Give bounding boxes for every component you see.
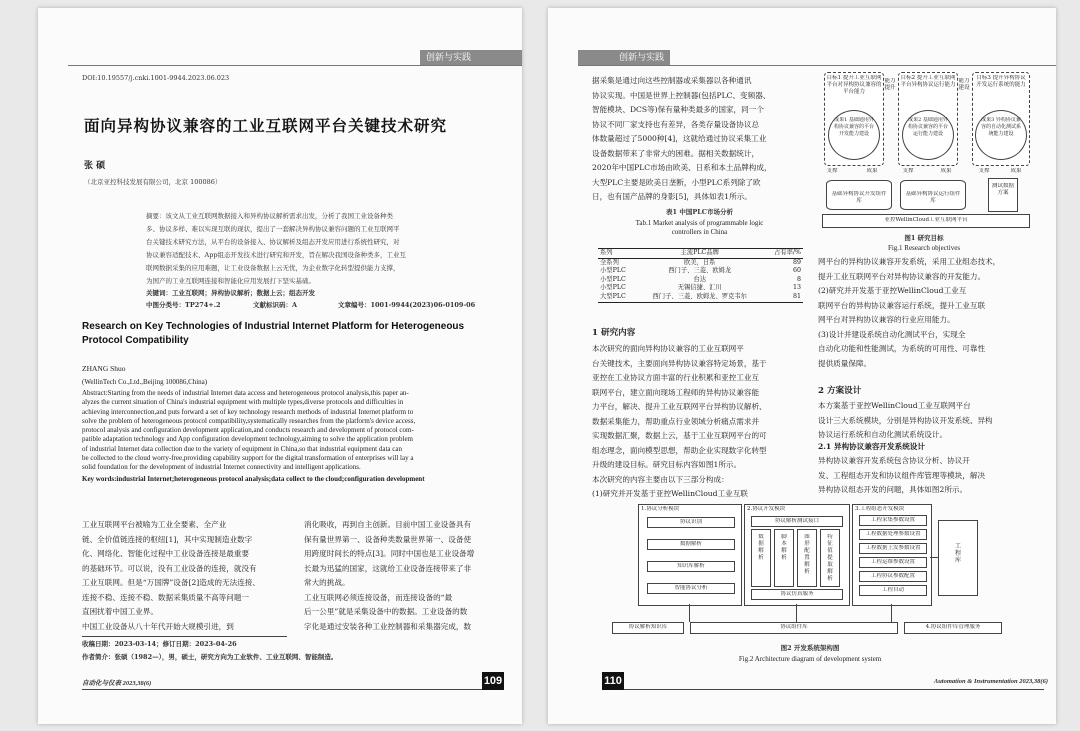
text-line: 直困扰着中国工业界。 <box>82 607 158 616</box>
goal-1-box: 目标1 提升工业互联网平台对异构协议兼容的平台能力 <box>824 72 884 166</box>
module-1: 1.协议分析模块 协议识别 数据解析 知识库解析 智能协议分析 <box>638 504 742 606</box>
text-line: Abstract:Starting from the needs of industrial Internet data access and heterogeneous protocol analysis,this paper an- <box>82 389 409 397</box>
received-date: 收稿日期：2023-03-14；修订日期：2023-04-26 <box>82 640 237 648</box>
title-en <box>82 320 512 348</box>
result-2: 成果2 基础通用异构协议兼容的平台运行能力建设 <box>902 110 954 160</box>
arrow-to-library <box>930 557 938 558</box>
figure-1-caption-en: Fig.1 Research objectives <box>887 244 961 252</box>
paper-title: 面向异构协议兼容的工业互联网平台关键技术研究 <box>84 117 448 135</box>
text-line: 连接不稳、连接不稳、数据采集质量不高等问题一 <box>82 592 250 602</box>
right-page <box>548 8 1056 724</box>
table1-caption-cn: 表1 中国PLC市场分析 <box>666 208 733 216</box>
text-line: 中国工业设备从八十年代开始大规模引进，到 <box>82 621 234 631</box>
body-column-1 <box>82 518 287 634</box>
diagram-column-label: 脚本解析 <box>781 534 787 561</box>
footer-rule <box>82 689 482 690</box>
text-line: 用跨度时间长的特点[3]。同时中国也是工业设备增 <box>304 549 475 558</box>
diagram-column-box <box>774 529 794 587</box>
m2-test-interface: 协议解析测试接口 <box>751 516 843 527</box>
header-rule <box>578 65 1056 66</box>
achieve-label-1: 成果 <box>866 168 878 174</box>
text-line: 组态理念，面向模型思想，帮助企业实现数字化转型 <box>592 445 767 455</box>
protocol-knowledge-base: 协议解析知识库 <box>612 622 684 634</box>
document-code: 文献标识码：A <box>253 301 298 309</box>
text-line: 实现数据汇聚，数据上云，基于工业互联网平台的可 <box>592 431 767 440</box>
affiliation-en: (WellinTech Co.,Ltd.,Beijing 100086,China) <box>82 378 208 386</box>
diagram-box-label: 工程数据上发参数设置 <box>865 545 921 551</box>
table-row <box>598 267 803 276</box>
table-cell: 13 <box>792 284 801 292</box>
text-line: 协议不同厂家支持也有差异，各类存量设备协议总 <box>592 119 760 129</box>
table-header-cell: 系列 <box>600 249 613 256</box>
text-line: achieving interconnection,and puts forward a set of key technology research methods of industrial Internet platform to <box>82 407 414 416</box>
diagram-column-box <box>751 529 771 587</box>
text-line: 链、全价值链连接的枢纽[1]，其中实现制造业数字 <box>82 534 253 544</box>
text-line: 常大的挑战。 <box>304 578 350 587</box>
text-line: 字化是通过安装各种工业控制器和采集器完成，数 <box>304 621 472 631</box>
abstract-en <box>82 389 512 473</box>
table-cell: 小型PLC <box>600 284 626 292</box>
result-1: 成果1 基础通用异构协议兼容的平台开发能力建设 <box>828 110 880 160</box>
table-cell: 大型PLC <box>600 292 626 300</box>
text-line: 网平台的异构协议兼容开发系统，采用工业组态技术， <box>818 257 1001 266</box>
project-library: 工程库 <box>938 520 978 596</box>
diagram-column-box <box>820 529 840 587</box>
diagram-box <box>859 543 927 554</box>
connector-2 <box>796 604 797 622</box>
support-label-1: 支撑 <box>826 168 838 174</box>
goal-3-box: 目标3 提升异构协议开发运行系统的能力 <box>972 72 1030 166</box>
section-1-heading: 1 研究内容 <box>592 328 636 338</box>
diagram-box-label: 智能协议分析 <box>674 585 708 591</box>
text-line: 本方案基于亚控WellinCloud工业互联网平台 <box>818 401 971 410</box>
table-cell: 小型PLC <box>600 267 626 275</box>
connector-3 <box>891 604 892 622</box>
goal-2-box: 目标2 提升工业互联网平台异构协议运行能力 <box>898 72 958 166</box>
diagram-box-label: 协议识别 <box>679 519 702 525</box>
capability-build-label: 能力建设 <box>958 78 970 91</box>
text-line: 摘要：该文从工业互联网数据接入和异构协议解析需求出发，分析了我国工业设备种类 <box>146 212 393 220</box>
section-tag: 创新与实践 <box>578 50 670 66</box>
table-header-cell: 主流PLC品牌 <box>680 249 719 256</box>
diagram-box-label: 工程采集参数设置 <box>870 517 915 523</box>
text-line: 联网平台的异构协议兼容运行系统，提升工业互联 <box>818 300 986 310</box>
text-line: 协议兼容适配技术、App组态开发技术进行研究和开发，旨在解决我国设备种类多，工业互 <box>146 251 407 259</box>
diagram-column-label: 特征值提取解析 <box>827 534 833 582</box>
clc-number: 中图分类号：TP274+.2 <box>146 301 221 309</box>
text-line: 数据采集能力，帮助重点行业领域分析痛点需求并 <box>592 416 760 426</box>
author-en: ZHANG Shuo <box>82 364 126 373</box>
header-rule <box>68 65 522 66</box>
text-line: patible adaptation technology and App configuration development technology,aiming to solve the application problem <box>82 435 413 444</box>
section-1-body <box>592 342 807 502</box>
text-line: 设备数据带来了非常大的困难。据相关数据统计， <box>592 148 760 158</box>
text-line: 亚控在工业协议方面丰富的行业积累和亚控工业互 <box>592 373 760 382</box>
body-column-2 <box>818 255 1033 371</box>
article-number: 文章编号：1001-9944(2023)06-0109-06 <box>338 301 476 309</box>
text-line: 据采集是通过向这些控制器或采集器以各种通讯 <box>592 76 752 85</box>
body-column-1 <box>592 74 807 205</box>
text-line: 多、协议多样、难以实现互联的现状，提出了一套解决异构协议兼容问题的工业互联网平 <box>146 225 400 233</box>
left-page <box>38 8 522 724</box>
capability-up-label: 能力提升 <box>884 78 896 91</box>
text-line: 保有量世界第一、设备种类数量世界第一、设备使 <box>304 534 472 544</box>
text-line: 联网平台，建立面向现场工程师的异构协议兼容能 <box>592 387 760 397</box>
doi: DOI:10.19557/j.cnki.1001-9944.2023.06.023 <box>82 74 230 82</box>
footnote-rule <box>82 636 287 637</box>
diagram-box <box>859 557 927 568</box>
text-line: Protocol Compatibility <box>82 335 189 346</box>
table-cell: 西门子、三菱、欧姆龙 <box>668 267 732 275</box>
text-line: (3)设计并建设系统自动化测试平台，实现全 <box>818 329 966 339</box>
table-row <box>598 258 803 267</box>
keywords-cn: 关键词：工业互联网；异构协议解析；数据上云；组态开发 <box>146 289 315 297</box>
section-2-1-heading: 2.1 异构协议兼容开发系统设计 <box>818 442 925 451</box>
text-line: (1)研究并开发基于亚控WellinCloud工业互联 <box>592 489 748 498</box>
diagram-box-label: 数据解析 <box>679 541 702 547</box>
component-library-service: 4.协议组件库管理服务 <box>904 622 1002 634</box>
text-line: 异构协议兼容开发系统包含协议分析、协议开 <box>818 456 970 465</box>
figure-2 <box>610 502 1010 640</box>
text-line: Research on Key Technologies of Industrial Internet Platform for Heterogeneous <box>82 321 465 332</box>
table-cell: 台达 <box>693 275 707 283</box>
text-line: 工业互联网平台被喻为工业全要素、全产业 <box>82 520 227 529</box>
text-line: 体数量超过了5000种[4]，这就给通过协议采集工业 <box>592 134 767 143</box>
text-line: 消化吸收，再到自主创新。目前中国工业设备具有 <box>304 520 472 529</box>
module-3: 3.工程组态开发模块 工程采集参数设置 工程数据处理参数设置 工程数据上发参数设置 工程运维参数设置 工程协议参数配置 工程自动 <box>852 504 932 606</box>
page-number: 109 <box>482 672 504 690</box>
table-cell: 8 <box>796 275 801 283</box>
text-line: controllers in China <box>671 228 728 237</box>
table-cell: 60 <box>792 267 801 275</box>
section-2-1-body <box>818 454 1033 498</box>
text-line: 大型PLC主要是欧美日垄断，小型PLC系列除了欧 <box>592 177 761 187</box>
footer-rule <box>624 689 1044 690</box>
figure-2-caption-en: Fig.2 Architecture diagram of development system <box>738 655 882 663</box>
body-column-2 <box>304 518 509 634</box>
table1-caption-en <box>592 219 807 238</box>
text-line: solid foundation for the development of industrial Internet connectivity and intelligent applications. <box>82 463 361 472</box>
text-line: 工业互联网必须连接设备，而连接设备的“最 <box>304 592 453 602</box>
achieve-label-2: 成果 <box>940 168 952 174</box>
support-label-3: 支撑 <box>978 168 990 174</box>
table-row <box>598 284 803 293</box>
figure-1-caption-cn: 图1 研究目标 <box>904 234 944 242</box>
text-line: protocol analysis and configuration development application,and conducts research and development of protocol com- <box>82 426 414 435</box>
diagram-box <box>859 529 927 540</box>
abstract-cn <box>146 210 476 288</box>
diagram-box-label: 工程数据处理参数设置 <box>865 531 921 537</box>
text-line: 日，也有国产品牌的身影[5]，具体如表1所示。 <box>592 192 752 201</box>
platform-bar: 亚控WellinCloud工业互联网平台 <box>822 214 1030 228</box>
diagram-box-label: 工程协议参数配置 <box>870 573 915 579</box>
text-line: 后一公里”就是采集设备中的数据。工业设备的数 <box>304 607 468 616</box>
table-header-cell: 占有率/% <box>774 249 801 256</box>
text-line: 台关键技术，主要面向异构协议兼容特定场景，基于 <box>592 358 767 368</box>
table1 <box>598 248 803 303</box>
text-line: 台关键技术研究方法，从平台的设备接入、协议解析及组态开发应用进行系统性研究，对 <box>146 238 400 246</box>
text-line: 联网数据采集的应用难题，让工业设备数据上云无忧，为企业数字化转型提供能力支撑， <box>146 264 400 272</box>
db-dev-components: 基础异构协议开发组件库 <box>826 180 892 210</box>
section-2-heading: 2 方案设计 <box>818 386 862 396</box>
achieve-label-3: 成果 <box>1010 168 1022 174</box>
text-line: 2020年中国PLC市场由欧美、日系和本土品牌构成， <box>592 163 772 172</box>
author-note: 作者简介：张硕（1982—），男，硕士，研究方向为工业软件、工业互联网、智能制造。 <box>82 653 338 661</box>
text-line: 为国产的工业互联网连接和智能化应用发展打下坚实基础。 <box>146 277 315 285</box>
diagram-box <box>859 515 927 526</box>
text-line: 智能模块、DCS等)保有量种类最多的国家，同一个 <box>592 105 764 114</box>
text-line: 力平台，解决、提升工业互联网平台异构协议解析、 <box>592 402 767 411</box>
text-line: Tab.1 Market analysis of programmable logic <box>635 219 764 227</box>
text-line: 本次研究的内容主要由以下三部分构成： <box>592 474 729 484</box>
text-line: 升级的建设目标。研究目标内容如图1所示。 <box>592 460 742 469</box>
db-run-components: 基础异构协议运行组件库 <box>900 180 966 210</box>
text-line: alyzes the current situation of China's industrial equipment with multiple types,diverse protocols and difficulties in <box>82 398 404 407</box>
text-line: of industrial Internet data collection due to the variety of equipment in China,so that industrial equipment data can <box>82 444 402 453</box>
keywords-en: Key words:industrial Internet;heterogeneous protocol analysis;data collect to the cloud;configuration development <box>82 475 425 483</box>
text-line: 协议实现。中国是世界上控制器(包括PLC、变频器、 <box>592 90 771 100</box>
test-data-plan: 测试数据方案 <box>988 178 1018 212</box>
page-number: 110 <box>602 672 624 690</box>
table-cell: 欧美，日系 <box>683 258 716 266</box>
protocol-component-library: 协议组件库 <box>690 622 898 634</box>
diagram-column-label: 数据解析 <box>758 534 764 561</box>
diagram-column-box <box>797 529 817 587</box>
table-row <box>598 293 803 302</box>
result-3: 成果3 异构协议兼容的自动化测试系统能力建设 <box>975 110 1027 160</box>
figure-2-caption-cn: 图2 开发系统架构图 <box>780 644 840 652</box>
footer-journal: 自动化与仪表 2023,38(6) <box>82 680 152 687</box>
text-line: (2)研究并开发基于亚控WellinCloud工业互 <box>818 286 967 295</box>
section-2-body <box>818 399 1033 443</box>
support-label-2: 支撑 <box>902 168 914 174</box>
text-line: 工业互联网。但是“万国牌”设备[2]造成的无法连接、 <box>82 578 260 587</box>
text-line: 设计三大系统模块，分别是异构协议开发系统、异构 <box>818 415 993 425</box>
text-line: 发、工程组态开发和协议组件库管理等模块，解决 <box>818 470 986 480</box>
section-tag: 创新与实践 <box>420 50 522 66</box>
text-line: 本次研究的面向异构协议兼容的工业互联网平 <box>592 344 744 353</box>
table-cell: 西门子、三菱、欧姆龙、罗克韦尔 <box>652 292 747 300</box>
author: 张 硕 <box>84 161 106 171</box>
diagram-box <box>647 561 735 572</box>
m2-simulation-service: 协议仿真服务 <box>751 589 843 600</box>
diagram-column-label: 图形配置解析 <box>804 534 810 575</box>
affiliation: （北京亚控科技发展有限公司，北京 100086） <box>84 178 222 186</box>
text-line: 化、网络化、智能化过程中工业设备连接是最重要 <box>82 549 250 558</box>
diagram-box <box>859 571 927 582</box>
figure-1 <box>818 72 1030 230</box>
text-line: 提升工业互联网平台对异构协议兼容的开发能力。 <box>818 271 986 281</box>
text-line: 异构协议组态开发的问题，具体如图2所示。 <box>818 485 968 494</box>
text-line: solve the problem of heterogeneous protocol compatibility,systematically researches from the platform's device access, <box>82 416 416 425</box>
diagram-box <box>647 583 735 594</box>
diagram-box-label: 工程运维参数设置 <box>870 559 915 565</box>
text-line: 提供质量保障。 <box>818 358 872 368</box>
diagram-box <box>859 585 927 596</box>
diagram-box <box>647 517 735 528</box>
connector-1 <box>689 604 690 622</box>
table-cell: 89 <box>792 258 801 266</box>
diagram-box-label: 知识库解析 <box>677 563 705 569</box>
text-line: 协议运行系统和自动化测试系统设计。 <box>818 430 948 439</box>
text-line: 自动化功能和性能测试，为系统的可用性、可靠性 <box>818 344 986 353</box>
module-2: 2.协议开发模块 协议解析测试接口 数据解析 脚本解析 图形配置解析 特征值提取解析 协议仿真服务 <box>744 504 850 606</box>
footer-journal: Automation & Instrumentation 2023,38(6) <box>933 678 1048 685</box>
text-line: 网平台对异构协议兼容的行业应用能力。 <box>818 315 955 324</box>
text-line: 长最为迅猛的国家，这就给工业设备连接带来了非 <box>304 563 472 573</box>
diagram-box <box>647 539 735 550</box>
diagram-box-label: 工程自动 <box>881 587 904 593</box>
table-cell: 全系列 <box>600 258 619 266</box>
table-cell: 81 <box>792 292 801 300</box>
text-line: 的基础环节。可以说，没有工业设备的连接，就没有 <box>82 563 257 573</box>
table-cell: 无锡信捷、汇川 <box>677 284 722 292</box>
text-line: be collected to the cloud worry-free,providing capability support for the digital transformation of enterprises will lay a <box>82 454 414 463</box>
table-cell: 小型PLC <box>600 275 626 283</box>
